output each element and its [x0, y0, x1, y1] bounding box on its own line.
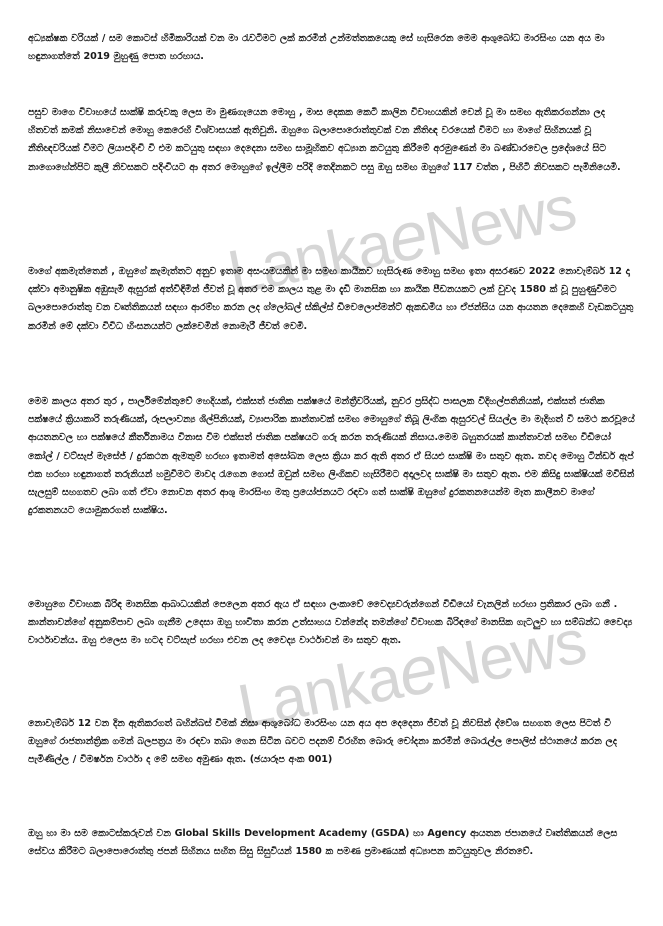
watermark-text: News: [419, 173, 581, 270]
paragraph-3: මාගේ අකමැත්තෙන් , ඔහුගේ කැමැත්තට අනුව ඉතාම අසංයමයකින් මා සමඟ කායිකව හැසිරුණ මොහු සමඟ ඉතා අසරණව 2022 නොවැම්බර් 12 දා දක්වා අමානුෂික අඹුසැමි ඇසුරක් අත්විඳිමින් ජීවත් වූ අතර එම කාලය තුළ මා දැඩි මානසික හා කායික පීඩනයකට ලක් වුවද 1580 ක් වූ පුහුණුවීමට බලාපොරොත්තු වන වෘත්තිකයන් සඳහා ආරම්භ කරන ලද ග්ලෝබල් ස්කිල්ස් ඩිවෙලොප්මන්ට් ඇකඩමිය හා ඒජන්සිය යන ආයතන දෙකෙහි වැඩකටයුතු කරමින් මේ දක්වා විවිධ හිංසනයන්ට ලක්වෙමින් නොමැරී ජීවත් වෙමි.: [28, 266, 634, 332]
paragraph-2: පසුව මාගෙ විවාහයේ සාක්ෂි කරුවකු ලෙස මා මුණගැයෙන මොහු , මාස දෙකක කෙටි කාලින විවාහයකින් වෙන් වූ මා සමඟ ඇතිකරගන්නා ලද හිතවත් කමක් නිසාවෙන් මොහු කෙරෙහි විශ්වාසයක් ඇතිවුනි. ඔහුගෙ බලාපොරොත්තුවක් වන නීතිඥ වරයෙක් වීමට හා මාගේ සිහිනයක් වූ නීතිඥවරියක් වීමට ලියාපදිංචි වී එම කටයුතු සඳහා දෙදෙනා සමඟ සාමූහිකව අධ්‍යාන කටයුතු කිරීමේ අරමුණෙන් මා බණ්ඩාරවෙල ප්‍රදේශයේ සිට නාගොහේන්පිට කුලී නිවසකට පදිංචියට ආ අතර මොහුගේ ඉල්ලීම පරිදි තෙදිනකට පසු ඔහු සමඟ ඔහුගේ 117 වත්ත , පිහිටි නිවසකට පැමිනියෙමි.: [28, 107, 621, 173]
paragraph-7: ඔහු හා මා සම කොටස්කරුවන් වන Global Skills Development Academy (GSDA) හා Agency ආයතන ජපානයේ වෘත්තිකයන් ලෙස සේවය කිරීමට බලාපොරොත්තු ජපන් සිහිනය සහිත සිසු සිසුවියන් 1580 ක පමණ ප්‍රමාණයක් අධ්‍යාපන කටයුතුවල නිරතවේ.: [28, 828, 618, 858]
watermark-text: Lanka: [222, 209, 397, 309]
paragraph-6: නොවැම්බර් 12 වන දින ඇතිකරගත් බහින්බස් වීමක් නිසා ආශුබෝධ මාරසිංහ යන අය අප දෙදෙනා ජීවත් වූ නිවසින් ද්වේශ සහගත ලෙස පිටත් වී ඔහුගේ රාජතාන්ත්‍රික ගමන් බලපත්‍රය මා රඳවා තබා ගෙන සිටින බවට පදනම් විරහිත බොරු චෝදනා කරමින් බොරැල්ල පොලිස් ස්ථානයේ කරන ලද පැමිණිල්ල / විමර්ෂන වාර්ථා ද මේ සමඟ අමුණා ඇත. (ඡයාරූප අංක 001): [28, 718, 617, 766]
watermark-text: Lanka: [232, 643, 407, 743]
watermark-text: e: [382, 196, 433, 278]
watermark-text: e: [392, 630, 443, 712]
watermark-text: News: [429, 607, 591, 704]
paragraph-5: මොහුගෙ විවාහක බිරිඳ මානසික ආබාධයකින් පෙලෙන අතර ඇය ඒ සඳහා ලංකාවේ වෛද්‍යවරුන්ගෙන් වීඩියෝ චැනලින් හරහා ප්‍රතිකාර ලබා ගනී . කාන්තාවන්ගේ අනුකම්පාව ලබා ගැනීම උදෙසා ඔහු භාවිතා කරන උත්සාහය වන්නේද තමන්ගේ විවාහක බිරිඳගේ මානසික ගැටලුව හා සම්බන්ධ වෛද්‍ය වාර්ථාවන්ය. ඔහු එලෙස මා හටද වට්සැප් හරහා එවන ලද වෛද්‍ය වාර්ථාවන් මා සතුව ඇත.: [28, 599, 633, 647]
paragraph-4: මෙම කාලය අතර තුර , පාර්ලිමේන්තුවේ හෙදියක්, එක්සත් ජාතික පක්ෂයේ මන්ත්‍රීවරියක්, නුවර ප්‍රසිද්ධ පාසලක විදිහල්පතිනියක්, එක්සත් ජාතික පක්ෂයේ ක්‍රියාකාරි තරුණියක්, රූපලාවන්‍ය ශිල්පිනියක්, ව්‍යාපාරික කාන්තාවක් සමඟ මොහුගේ තිබූ ලිංගික ඇසුරවල් සියල්ල මා මැදිහත් වී සමථ කරවූයේ ආයතනවල හා පක්ෂයේ කීර්තිනාමය විනාස වීම එක්සත් ජාතික පක්ෂයට ගරු කරන තරුණියක් නිසාය.මෙම බහුතරයක් කාන්තාවන් සමඟ වීඩියෝ කෝල් / වට්සැප් මැසේජ් / දුරකථන ඇමතුම් හරහා ඉතාමත් අසෝබන ලෙස ක්‍රියා කර ඇති අතර ඒ සියළු සාක්ෂි මා සතුව ඇත. තවද මොහු ටින්ඩර් ඇප් එක හරහා හඳුනාගත් තරුනියන් හමුවීමට මාවද රැගෙන ගොස් ඔවුන් සමඟ ලිංගිකව හැසිරීමට අදාලවද සාක්ෂි මා සතුව ඇත. එම කිසිදු සාක්ෂියක් මවිසින් සැලසුම් සහගතව ලබා ගත් ඒවා නොවන අතර ආශු මාරසිංහ මතු ප්‍රයෝජනයට රඳවා ගත් සාක්ෂි ඔහුගේ දුරකතනයෙන්ම මෑත කාලීනව මාගේ දුරකතනයට යොමුකරගත් සාක්ෂිය.: [28, 396, 635, 517]
paragraph-1: අධ්‍යක්ෂක වරියක් / සම කොටස් හිමිකාරියක් වන මා රැවටීමට ලක් කරමින් උන්මත්තකයෙකු සේ හැසිරෙන මෙම ආශුබෝධ මාරසිංහ යන අය මා හඳුනාගත්තේ 2019 මුහුණු පොත හරහාය.: [28, 33, 605, 63]
